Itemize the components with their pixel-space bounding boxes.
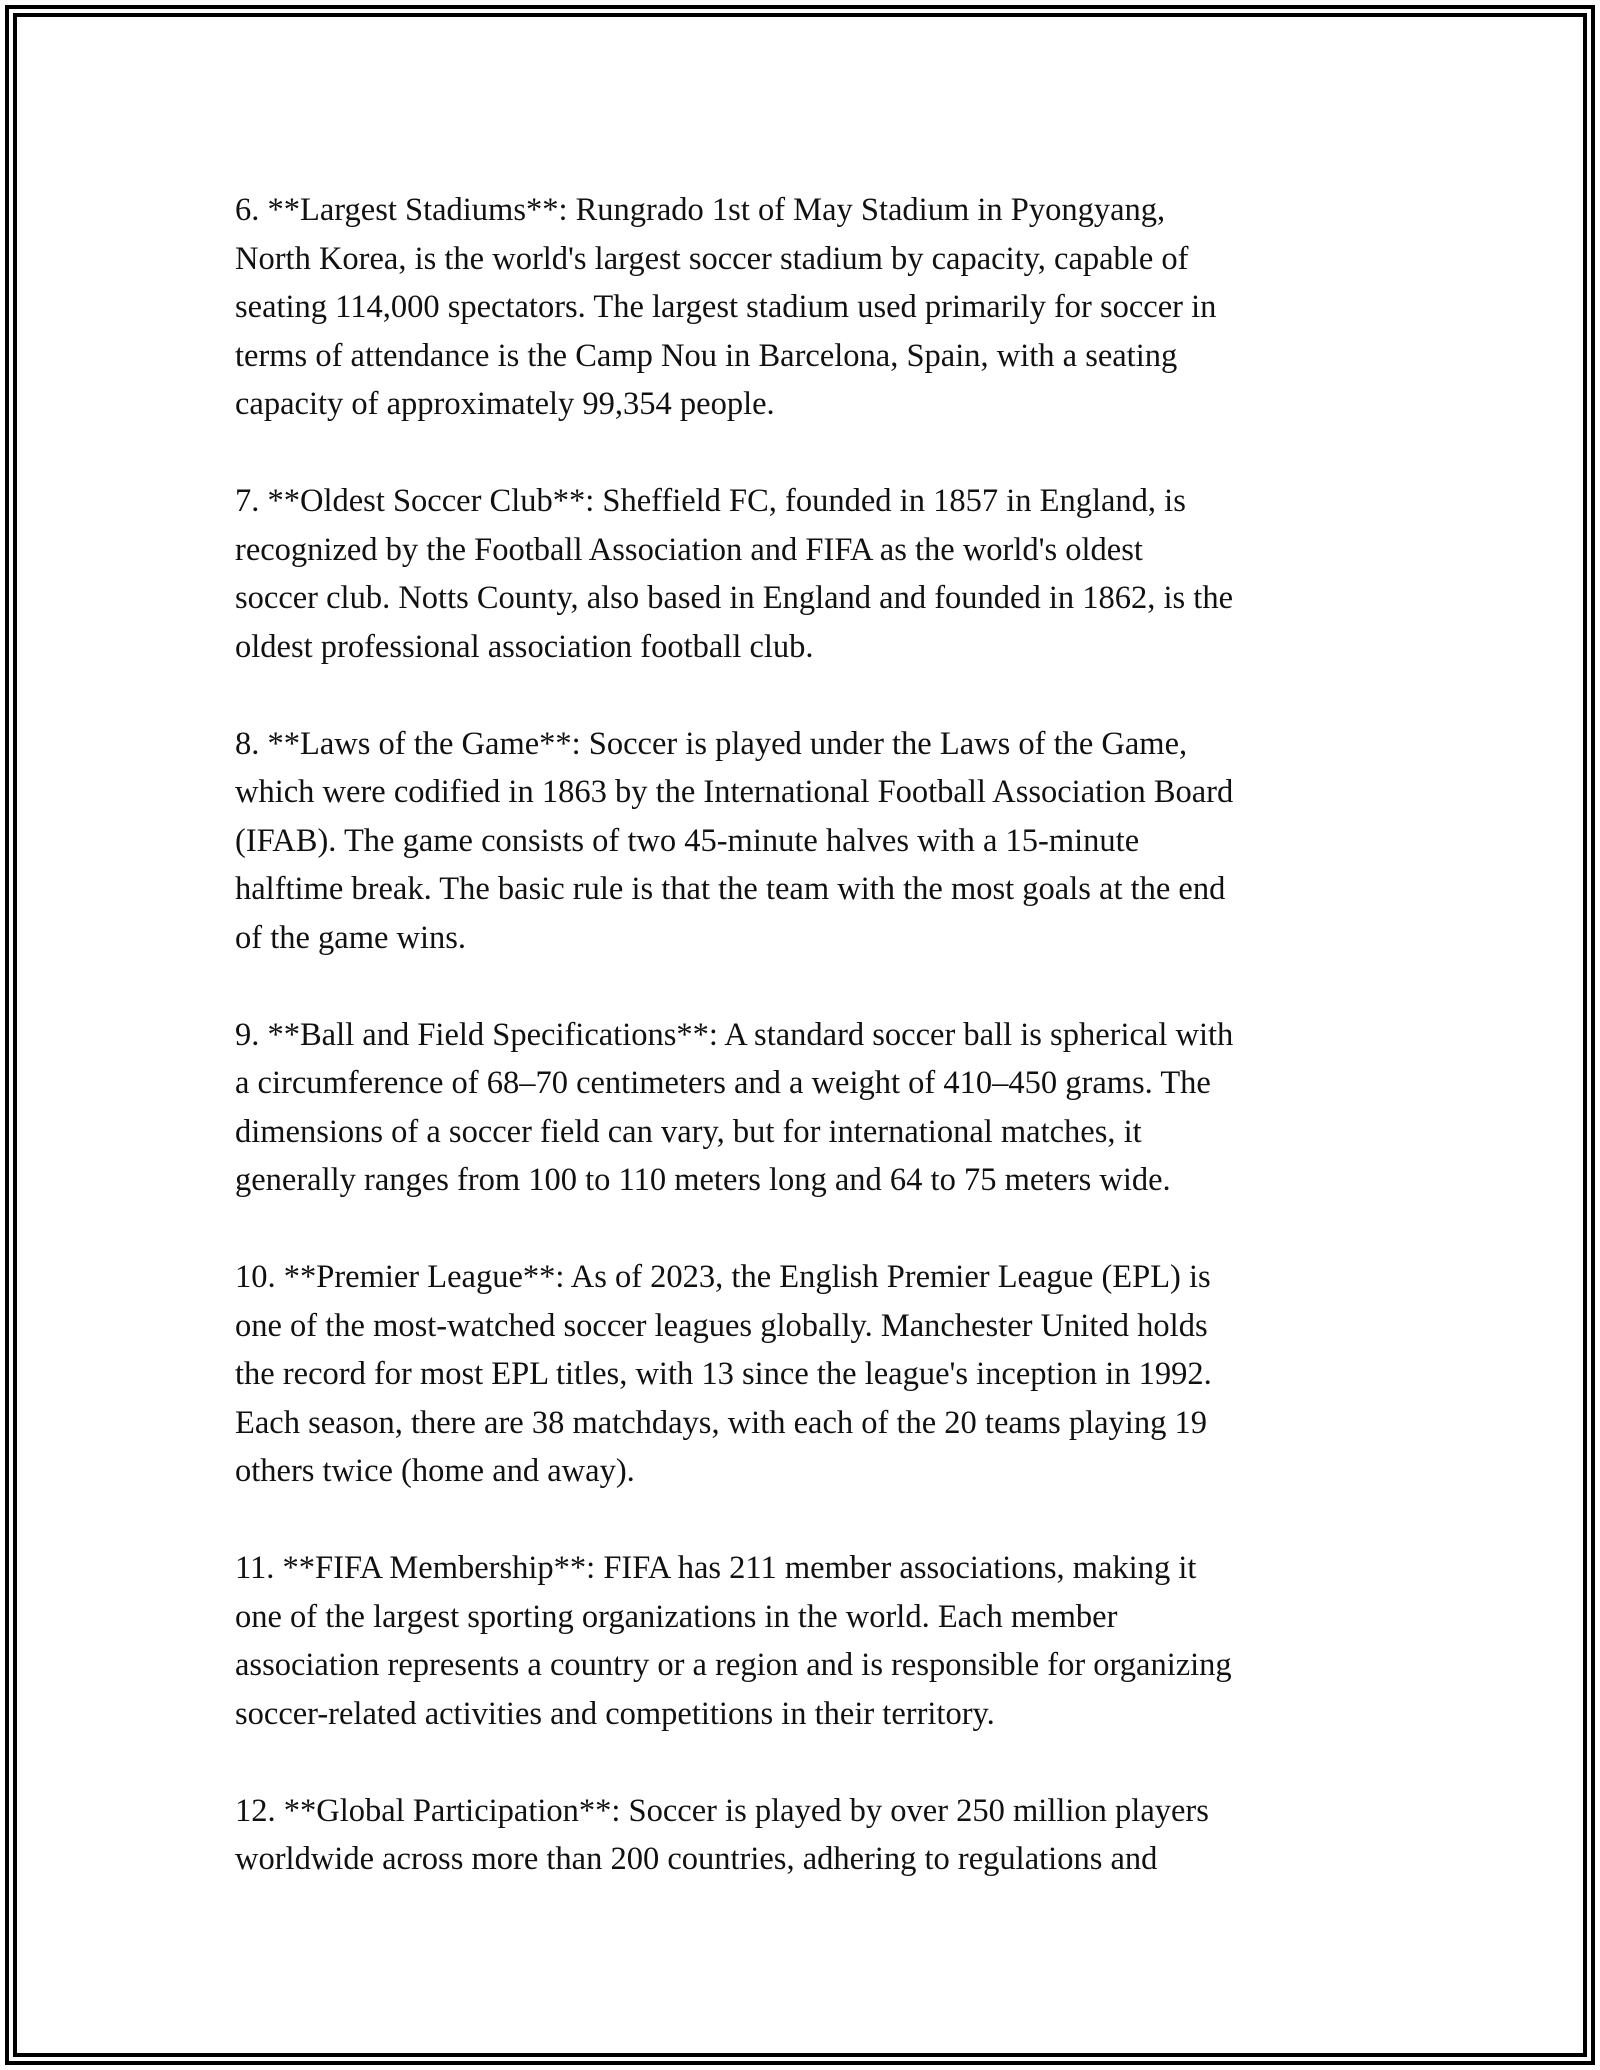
- text-line: a circumference of 68–70 centimeters and a weight of 410–450 grams. The: [235, 1065, 1211, 1101]
- text-line: North Korea, is the world's largest soccer stadium by capacity, capable of: [235, 240, 1189, 277]
- paragraph-ball-and-field: [235, 1011, 1385, 1205]
- paragraph-fifa-membership: [235, 1544, 1385, 1738]
- text-line: one of the most-watched soccer leagues globally. Manchester United holds: [235, 1307, 1208, 1344]
- paragraph-laws-of-the-game: [235, 720, 1385, 963]
- text-line: soccer-related activities and competitions in their territory.: [235, 1695, 995, 1732]
- paragraph-global-participation: [235, 1787, 1385, 1884]
- text-line: capacity of approximately 99,354 people.: [235, 386, 775, 422]
- text-line: generally ranges from 100 to 110 meters long and 64 to 75 meters wide.: [235, 1162, 1171, 1198]
- text-line: soccer club. Notts County, also based in England and founded in 1862, is the: [235, 580, 1233, 616]
- paragraph-premier-league: [235, 1253, 1385, 1496]
- text-line: seating 114,000 spectators. The largest stadium used primarily for soccer in: [235, 289, 1217, 325]
- text-line: others twice (home and away).: [235, 1453, 635, 1489]
- text-line: worldwide across more than 200 countries, adhering to regulations and: [235, 1841, 1158, 1877]
- text-line: 12. **Global Participation**: Soccer is played by over 250 million players: [235, 1792, 1209, 1829]
- text-line: dimensions of a soccer field can vary, but for international matches, it: [235, 1113, 1142, 1150]
- document-body: [235, 186, 1385, 1884]
- text-line: association represents a country or a region and is responsible for organizing: [235, 1647, 1232, 1683]
- text-line: the record for most EPL titles, with 13 since the league's inception in 1992.: [235, 1356, 1212, 1392]
- text-line: terms of attendance is the Camp Nou in Barcelona, Spain, with a seating: [235, 337, 1178, 374]
- text-line: 6. **Largest Stadiums**: Rungrado 1st of May Stadium in Pyongyang,: [235, 192, 1166, 228]
- text-line: of the game wins.: [235, 919, 467, 956]
- text-line: 7. **Oldest Soccer Club**: Sheffield FC, founded in 1857 in England, is: [235, 483, 1186, 519]
- text-line: one of the largest sporting organizations in the world. Each member: [235, 1598, 1118, 1635]
- text-line: Each season, there are 38 matchdays, with each of the 20 teams playing 19: [235, 1404, 1207, 1441]
- text-line: (IFAB). The game consists of two 45-minute halves with a 15-minute: [235, 822, 1140, 859]
- text-line: 8. **Laws of the Game**: Soccer is played under the Laws of the Game,: [235, 725, 1188, 762]
- text-line: oldest professional association football club.: [235, 628, 814, 665]
- text-line: 11. **FIFA Membership**: FIFA has 211 member associations, making it: [235, 1550, 1197, 1586]
- paragraph-oldest-soccer-club: [235, 477, 1385, 671]
- text-line: 10. **Premier League**: As of 2023, the English Premier League (EPL) is: [235, 1259, 1211, 1295]
- text-line: 9. **Ball and Field Specifications**: A standard soccer ball is spherical with: [235, 1016, 1234, 1053]
- text-line: halftime break. The basic rule is that the team with the most goals at the end: [235, 871, 1226, 907]
- paragraph-largest-stadiums: [235, 186, 1385, 429]
- text-line: recognized by the Football Association and FIFA as the world's oldest: [235, 531, 1143, 568]
- text-line: which were codified in 1863 by the International Football Association Board: [235, 774, 1234, 810]
